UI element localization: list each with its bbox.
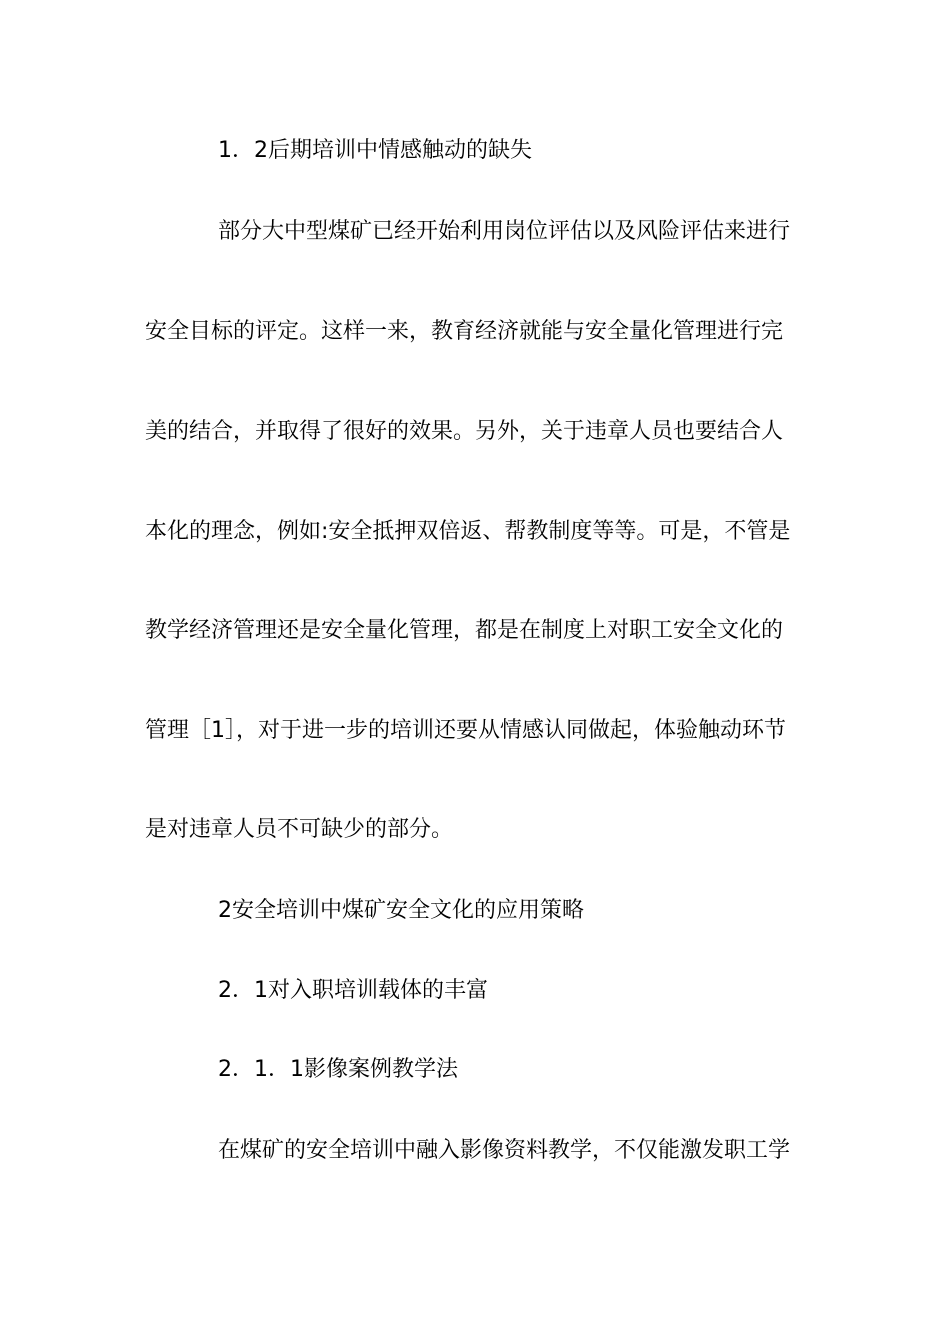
section-heading-2: 2安全培训中煤矿安全文化的应用策略: [218, 898, 584, 923]
paragraph-line: 部分大中型煤矿已经开始利用岗位评估以及风险评估来进行: [218, 219, 791, 244]
paragraph-line: 在煤矿的安全培训中融入影像资料教学，不仅能激发职工学: [218, 1138, 791, 1163]
section-heading-2-1-1: 2．1．1影像案例教学法: [218, 1057, 458, 1082]
paragraph-line: 是对违章人员不可缺少的部分。: [145, 817, 454, 842]
paragraph-line: 安全目标的评定。这样一来，教育经济就能与安全量化管理进行完: [145, 319, 784, 344]
paragraph-line: 管理［1］，对于进一步的培训还要从情感认同做起，体验触动环节: [145, 718, 786, 743]
section-heading-1-2: 1．2后期培训中情感触动的缺失: [218, 138, 532, 163]
section-heading-2-1: 2．1对入职培训载体的丰富: [218, 978, 488, 1003]
paragraph-line: 教学经济管理还是安全量化管理，都是在制度上对职工安全文化的: [145, 618, 784, 643]
paragraph-line: 本化的理念，例如:安全抵押双倍返、帮教制度等等。可是，不管是: [145, 519, 791, 544]
paragraph-line: 美的结合，并取得了很好的效果。另外，关于违章人员也要结合人: [145, 419, 784, 444]
